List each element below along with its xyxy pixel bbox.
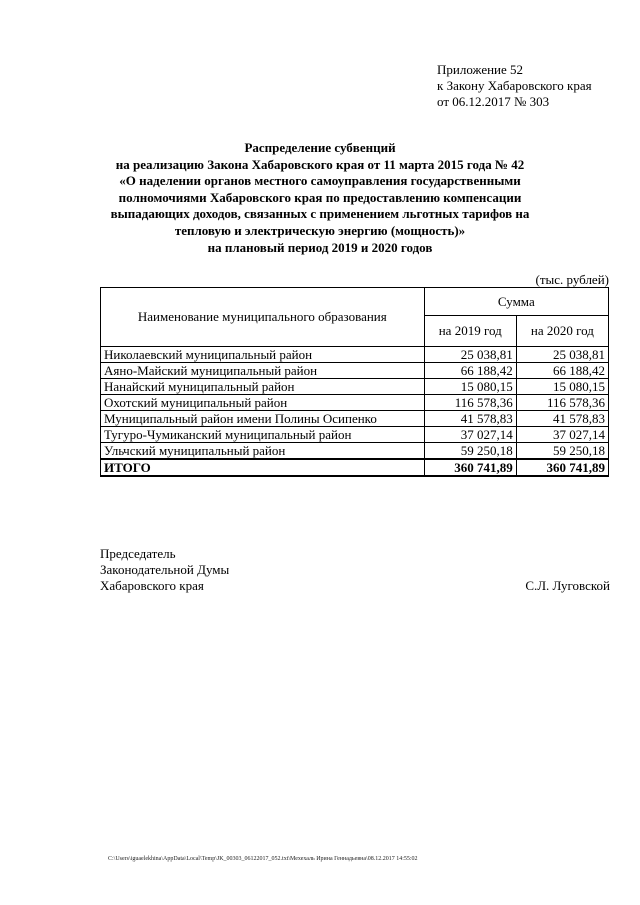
header-2019: на 2019 год (424, 316, 516, 347)
header-sum: Сумма (424, 288, 608, 316)
subsidy-table (100, 287, 609, 477)
table-row (101, 347, 609, 363)
row-2019: 59 250,18 (424, 443, 516, 460)
row-2020: 59 250,18 (516, 443, 608, 460)
row-name: Муниципальный район имени Полины Осипенко (101, 411, 425, 427)
row-2020: 116 578,36 (516, 395, 608, 411)
table-row (101, 443, 609, 460)
file-path-footer: C:\Users\iguaelekhina\AppData\Local\Temp\JK_00303_06122017_052.txt\Мехехаль Ирина Геннадьевна\08.12.2017 14:55:02 (108, 856, 418, 862)
table-row (101, 395, 609, 411)
title-line-1: Распределение субвенций (244, 140, 396, 155)
header-2020: на 2020 год (516, 316, 608, 347)
row-2019: 25 038,81 (424, 347, 516, 363)
unit-label: (тыс. рублей) (535, 272, 609, 287)
row-2020: 66 188,42 (516, 363, 608, 379)
total-row (101, 459, 609, 476)
row-2020: 41 578,83 (516, 411, 608, 427)
title-line-6: тепловую и электрическую энергию (мощность)» (174, 222, 466, 238)
table-row (101, 427, 609, 443)
table-row (101, 363, 609, 379)
appendix-line-3: от 06.12.2017 № 303 (437, 94, 550, 109)
row-2019: 41 578,83 (424, 411, 516, 427)
signature-line-2: Законодательной Думы (100, 562, 230, 577)
total-2020: 360 741,89 (516, 459, 608, 476)
signature-block (100, 546, 610, 594)
total-2019: 360 741,89 (424, 459, 516, 476)
table-row (101, 379, 609, 395)
title-line-5: выпадающих доходов, связанных с применением льготных тарифов на (110, 206, 530, 222)
appendix-line-1: Приложение 52 (437, 62, 524, 77)
signature-line-3: Хабаровского края (100, 578, 204, 593)
signatory-name: С.Л. Луговской (525, 578, 610, 593)
row-name: Нанайский муниципальный район (101, 379, 425, 395)
table-row (101, 411, 609, 427)
row-name: Охотский муниципальный район (101, 395, 425, 411)
document-title (100, 140, 540, 256)
row-name: Аяно-Майский муниципальный район (101, 363, 425, 379)
row-name: Тугуро-Чумиканский муниципальный район (101, 427, 425, 443)
row-2019: 66 188,42 (424, 363, 516, 379)
row-name: Ульчский муниципальный район (101, 443, 425, 460)
row-2020: 25 038,81 (516, 347, 608, 363)
signature-line-1: Председатель (100, 546, 176, 561)
row-name: Николаевский муниципальный район (101, 347, 425, 363)
title-line-7: на плановый период 2019 и 2020 годов (207, 239, 433, 255)
title-line-3: «О наделении органов местного самоуправления государственными (119, 173, 521, 189)
title-line-4: полномочиями Хабаровского края по предоставлению компенсации (118, 189, 522, 205)
row-2020: 37 027,14 (516, 427, 608, 443)
appendix-block (437, 62, 592, 110)
header-name: Наименование муниципального образования (101, 288, 425, 347)
row-2020: 15 080,15 (516, 379, 608, 395)
appendix-line-2: к Закону Хабаровского края (437, 78, 592, 93)
row-2019: 37 027,14 (424, 427, 516, 443)
row-2019: 15 080,15 (424, 379, 516, 395)
total-label: ИТОГО (101, 459, 425, 476)
row-2019: 116 578,36 (424, 395, 516, 411)
title-line-2: на реализацию Закона Хабаровского края от 11 марта 2015 года № 42 (115, 156, 525, 172)
